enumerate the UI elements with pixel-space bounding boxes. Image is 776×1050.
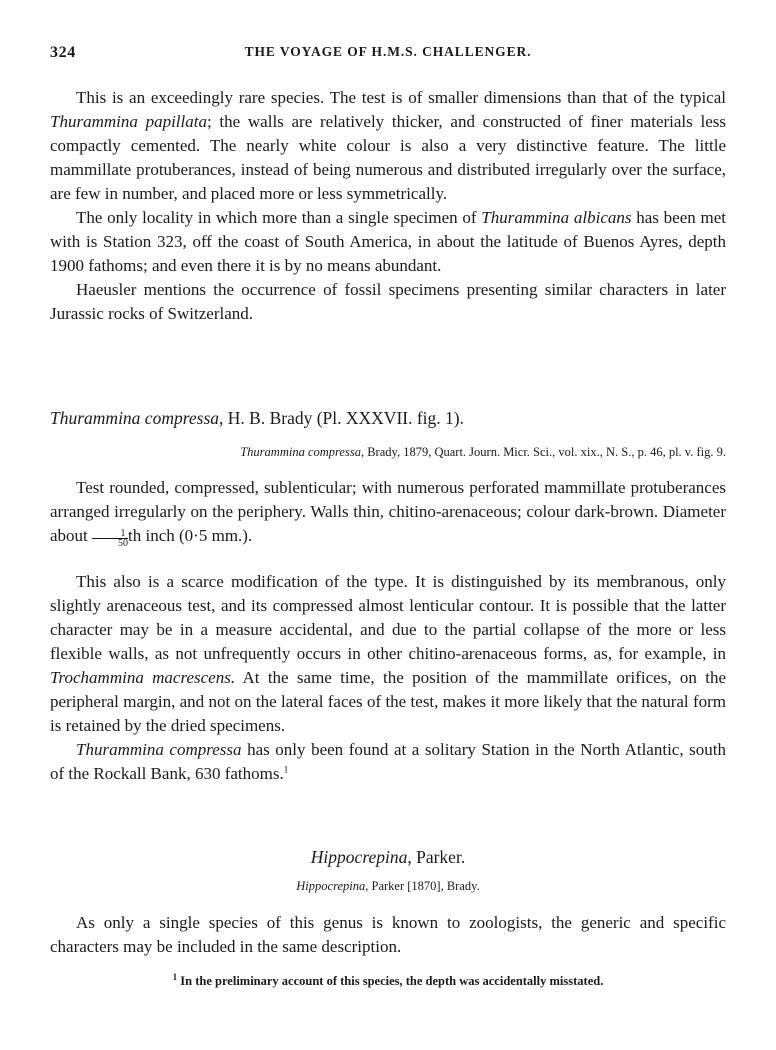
text-run: , Brady, 1879, Quart. Journ. Micr. Sci., vol. xix., N. S., p. 46, pl. v. fig. 9. [360, 445, 726, 459]
fraction-denominator: 50 [118, 538, 129, 549]
text-run: , Parker. [407, 847, 466, 867]
text-run: Haeusler mentions the occurrence of fossil specimens presenting similar characters in later Jurassic rocks of Switzerland. [50, 280, 726, 323]
paragraph-text [50, 740, 726, 783]
text-run: The only locality in which more than a single specimen of [76, 208, 482, 227]
italic-text: Hippocrepina [310, 847, 408, 867]
italic-text: Thurammina albicans [481, 208, 632, 227]
genus-heading [50, 845, 726, 869]
fraction-numerator: 1 [92, 529, 128, 539]
synonymy-block [50, 443, 726, 461]
genus-synonymy-block [50, 877, 726, 895]
italic-text: Thurammina papillata [50, 112, 207, 131]
description-text: Test rounded, compressed, sublenticular; with numerous perforated mammillate protuberances arranged irregularly on the periphery. Walls thin, chitino-arenaceous; colour dark-brown. Diameter about [50, 478, 726, 545]
footnote-reference: 1 [283, 764, 289, 775]
italic-text: Thurammina compressa [240, 445, 361, 459]
paragraph [50, 278, 726, 326]
species-discussion [50, 570, 726, 786]
text-run: , Parker [1870], Brady. [365, 879, 480, 893]
fraction [92, 529, 128, 548]
species-heading [50, 406, 726, 430]
genus-description [50, 911, 726, 959]
italic-text: Hippocrepina [296, 879, 366, 893]
text-run: has been met with is Station 323, off the coast of South America, in about the latitude of Buenos Ayres, depth 1900 fathoms; and even there it is by no means abundant. [50, 208, 726, 275]
species-description [50, 476, 726, 548]
paragraph [50, 86, 726, 206]
paragraph [50, 570, 726, 738]
synonymy-line [50, 443, 726, 461]
description-text-end: th inch (0·5 mm.). [128, 526, 253, 545]
text-run: , H. B. Brady (Pl. XXXVII. fig. 1). [219, 408, 464, 428]
italic-text: Thurammina compressa [50, 408, 220, 428]
paragraph [50, 206, 726, 278]
section-albicans-text [50, 86, 726, 326]
description-paragraph [50, 476, 726, 548]
footnote-text: In the preliminary account of this species, the depth was accidentally misstated. [177, 974, 604, 988]
footnote-mark: 1 [172, 971, 178, 982]
paragraph [50, 911, 726, 959]
text-run: has only been found at a solitary Station in the North Atlantic, south of the Rockall Bank, 630 fathoms. [50, 740, 726, 783]
text-run: At the same time, the position of the mammillate orifices, on the peripheral margin, and not on the lateral faces of the test, makes it more likely that the natural form is retained by the dried specimens. [50, 668, 727, 735]
text-run: As only a single species of this genus is known to zoologists, the generic and specific characters may be included in the same description. [50, 913, 726, 956]
text-run: ; the walls are relatively thicker, and constructed of finer materials less compactly cemented. The nearly white colour is also a very distinctive feature. The little mammillate protuberances, instead of being numerous and distributed irregularly over the surface, are few in number, and placed more or less symmetrically. [50, 112, 726, 203]
page-number: 324 [50, 44, 76, 61]
footnote [50, 972, 726, 990]
species-heading-block [50, 406, 726, 430]
italic-text: Trochammina macrescens. [50, 668, 236, 687]
genus-heading-block [50, 845, 726, 869]
page-header [50, 44, 726, 68]
text-run: This is an exceedingly rare species. The test is of smaller dimensions than that of the typical [76, 88, 726, 107]
running-title: THE VOYAGE OF H.M.S. CHALLENGER. [244, 44, 532, 59]
paragraph [50, 738, 726, 786]
genus-synonymy-line [50, 877, 726, 895]
text-run: This also is a scarce modification of the type. It is distinguished by its membranous, only slightly arenaceous test, and its compressed almost lenticular contour. It is possible that the latter character may be in a measure accidental, and due to the partial collapse of the more or less flexible walls, as not unfrequently occurs in other chitino-arenaceous forms, as, for example, in [50, 572, 726, 663]
italic-text: Thurammina compressa [76, 740, 242, 759]
